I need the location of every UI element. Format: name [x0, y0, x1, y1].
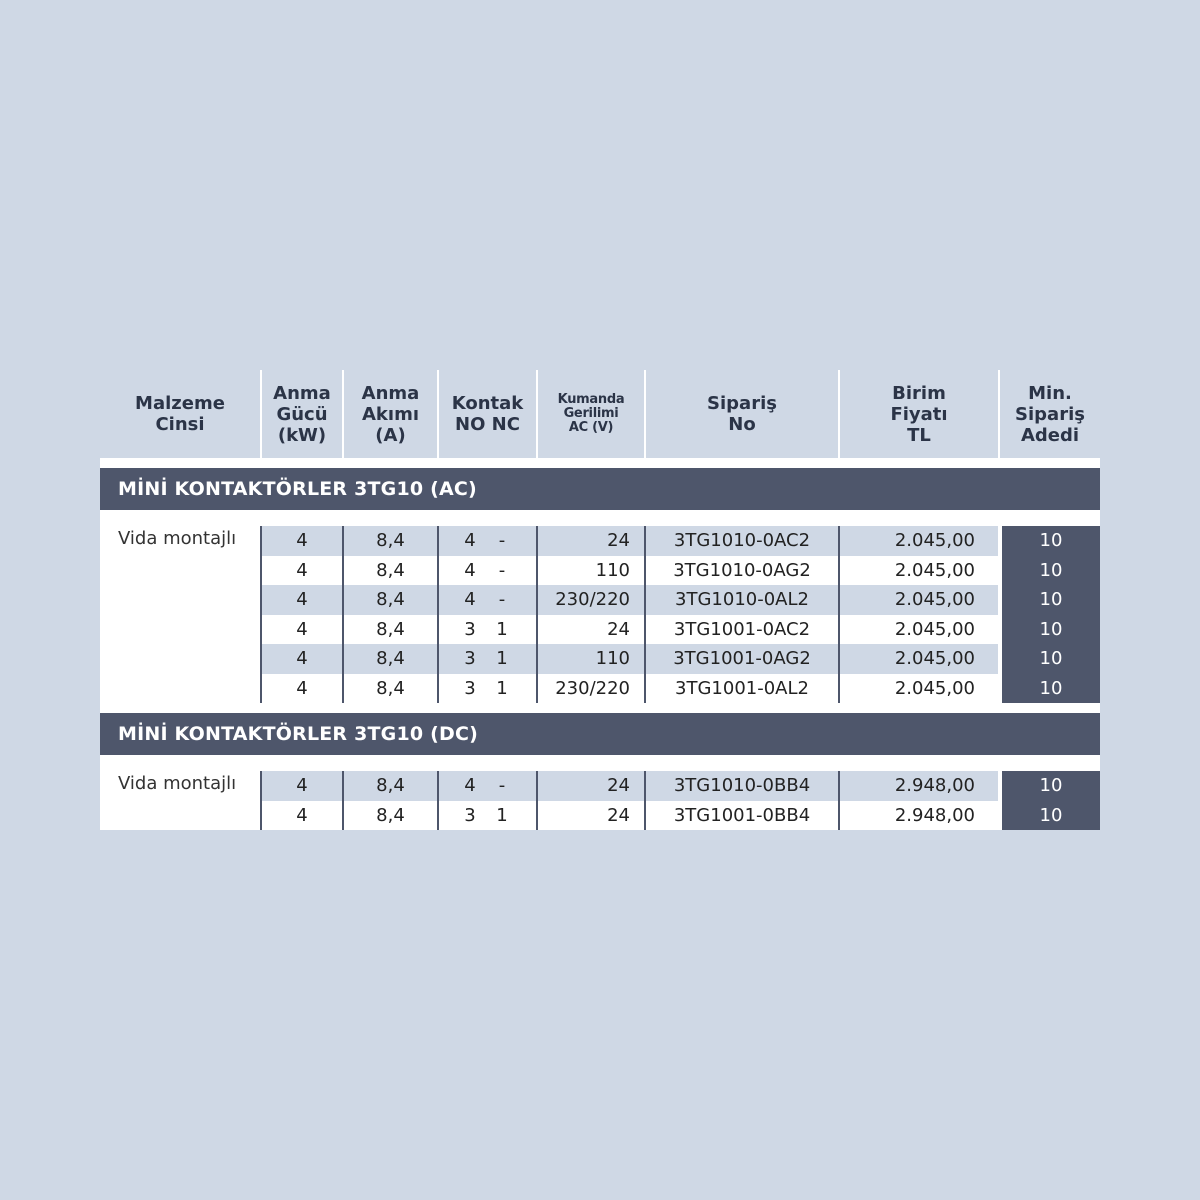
header-akim: Anma Akımı (A) — [361, 382, 420, 446]
cell-kumanda: 230/220 — [555, 589, 630, 610]
cell-akim: 8,4 — [376, 530, 405, 551]
cell-fiyat: 2.948,00 — [894, 804, 975, 826]
cell-nc: - — [498, 775, 506, 796]
cell-siparis: 3TG1001-0AL2 — [675, 677, 809, 699]
table-header — [100, 370, 1100, 458]
cell-no: 4 — [464, 775, 476, 796]
column-divider — [838, 771, 840, 830]
column-divider — [342, 771, 344, 830]
cell-no: 4 — [464, 589, 476, 610]
cell-akim: 8,4 — [376, 677, 405, 699]
cell-min: 10 — [1039, 804, 1063, 826]
header-fiyat: Birim Fiyatı TL — [890, 382, 948, 446]
header-siparis: Sipariş No — [707, 393, 777, 435]
header-kumanda: Kumanda Gerilimi AC (V) — [557, 392, 625, 435]
cell-fiyat: 2.045,00 — [894, 530, 975, 551]
cell-siparis: 3TG1001-0BB4 — [673, 804, 811, 826]
cell-nc: 1 — [496, 618, 508, 640]
table-row — [100, 526, 1100, 556]
table-row — [100, 615, 1100, 645]
column-divider — [536, 526, 538, 703]
cell-siparis: 3TG1010-0AG2 — [673, 559, 811, 581]
cell-min: 10 — [1039, 677, 1063, 699]
cell-nc: - — [498, 530, 506, 551]
cell-akim: 8,4 — [376, 559, 405, 581]
table-row — [100, 771, 1100, 801]
cell-siparis: 3TG1001-0AC2 — [673, 618, 811, 640]
header-kontak: Kontak NO NC — [451, 393, 524, 435]
section-title: MİNİ KONTAKTÖRLER 3TG10 (AC) — [100, 468, 1100, 510]
cell-siparis: 3TG1010-0BB4 — [673, 775, 811, 796]
header-guc: Anma Gücü (kW) — [273, 382, 331, 446]
cell-fiyat: 2.045,00 — [894, 677, 975, 699]
cell-min: 10 — [1039, 559, 1063, 581]
column-divider — [260, 526, 262, 703]
cell-min: 10 — [1039, 530, 1063, 551]
cell-akim: 8,4 — [376, 775, 405, 796]
cell-guc: 4 — [296, 559, 308, 581]
cell-guc: 4 — [296, 589, 308, 610]
header-min: Min. Sipariş Adedi — [1015, 382, 1085, 446]
column-divider — [437, 771, 439, 830]
cell-kumanda: 24 — [607, 530, 630, 551]
table-row — [100, 801, 1100, 831]
cell-kumanda: 24 — [607, 775, 630, 796]
mounting-label: Vida montajlı — [118, 773, 237, 794]
cell-siparis: 3TG1001-0AG2 — [673, 648, 811, 669]
cell-kumanda: 110 — [595, 559, 630, 581]
cell-guc: 4 — [296, 775, 308, 796]
cell-guc: 4 — [296, 618, 308, 640]
price-table — [100, 370, 1100, 830]
cell-no: 3 — [464, 677, 476, 699]
column-divider — [644, 771, 646, 830]
cell-kumanda: 110 — [595, 648, 630, 669]
cell-nc: - — [498, 589, 506, 610]
column-divider — [536, 771, 538, 830]
cell-kumanda: 24 — [607, 804, 630, 826]
cell-min: 10 — [1039, 648, 1063, 669]
cell-min: 10 — [1039, 589, 1063, 610]
cell-guc: 4 — [296, 804, 308, 826]
cell-akim: 8,4 — [376, 618, 405, 640]
cell-no: 4 — [464, 559, 476, 581]
cell-no: 4 — [464, 530, 476, 551]
mounting-label: Vida montajlı — [118, 528, 237, 549]
cell-kumanda: 230/220 — [555, 677, 630, 699]
column-divider — [342, 526, 344, 703]
cell-kumanda: 24 — [607, 618, 630, 640]
cell-no: 3 — [464, 648, 476, 669]
cell-akim: 8,4 — [376, 648, 405, 669]
table-row — [100, 585, 1100, 615]
cell-no: 3 — [464, 804, 476, 826]
column-divider — [260, 771, 262, 830]
column-divider — [838, 526, 840, 703]
column-divider — [437, 526, 439, 703]
cell-no: 3 — [464, 618, 476, 640]
cell-siparis: 3TG1010-0AC2 — [673, 530, 811, 551]
cell-fiyat: 2.045,00 — [894, 589, 975, 610]
cell-nc: 1 — [496, 677, 508, 699]
cell-fiyat: 2.948,00 — [894, 775, 975, 796]
cell-akim: 8,4 — [376, 804, 405, 826]
table-row — [100, 674, 1100, 704]
header-malzeme: Malzeme Cinsi — [135, 393, 225, 435]
cell-min: 10 — [1039, 775, 1063, 796]
column-divider — [644, 526, 646, 703]
cell-siparis: 3TG1010-0AL2 — [675, 589, 809, 610]
cell-nc: 1 — [496, 648, 508, 669]
cell-guc: 4 — [296, 677, 308, 699]
cell-akim: 8,4 — [376, 589, 405, 610]
cell-nc: - — [498, 559, 506, 581]
cell-fiyat: 2.045,00 — [894, 648, 975, 669]
cell-min: 10 — [1039, 618, 1063, 640]
cell-guc: 4 — [296, 648, 308, 669]
cell-nc: 1 — [496, 804, 508, 826]
section-title: MİNİ KONTAKTÖRLER 3TG10 (DC) — [100, 713, 1100, 755]
cell-fiyat: 2.045,00 — [894, 559, 975, 581]
cell-guc: 4 — [296, 530, 308, 551]
cell-fiyat: 2.045,00 — [894, 618, 975, 640]
table-row — [100, 556, 1100, 586]
table-row — [100, 644, 1100, 674]
